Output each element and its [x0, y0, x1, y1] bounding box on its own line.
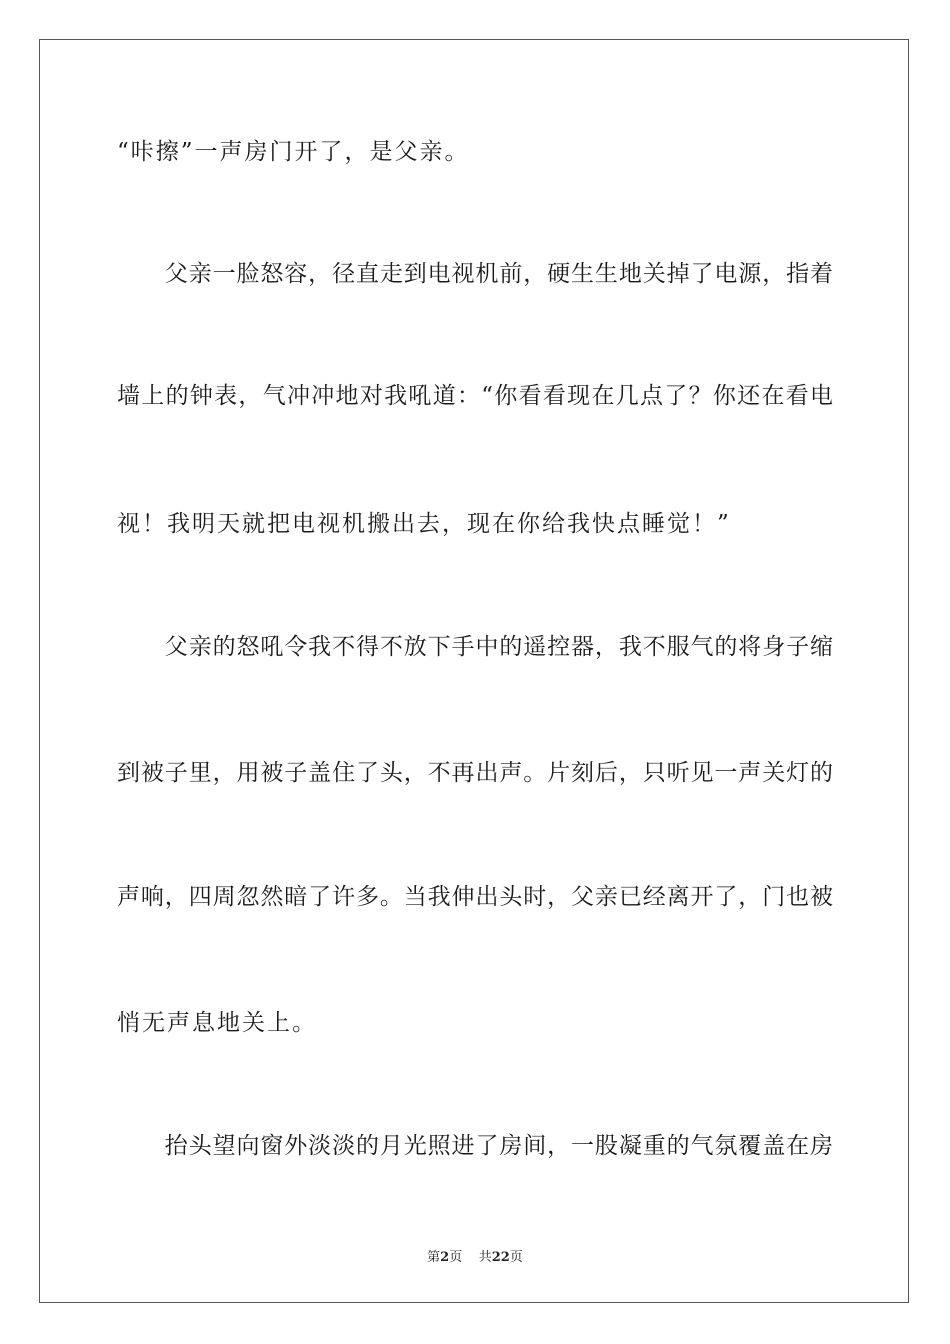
text-line-3: 墙上的钟表，气冲冲地对我吼道：“你看看现在几点了？你还在看电: [117, 383, 833, 409]
text-line-4: 视！我明天就把电视机搬出去，现在你给我快点睡觉！”: [117, 511, 731, 537]
text-line-2: 父亲一脸怒容，径直走到电视机前，硬生生地关掉了电源，指着: [117, 261, 833, 287]
footer-total-suffix: 页: [509, 1250, 523, 1265]
footer-total-pages: 22: [491, 1250, 510, 1265]
text-line-6: 到被子里，用被子盖住了头，不再出声。片刻后，只听见一声关灯的: [117, 760, 833, 786]
footer-prefix: 第: [427, 1250, 441, 1265]
text-line-9: 抬头望向窗外淡淡的月光照进了房间，一股凝重的气氛覆盖在房: [117, 1133, 833, 1159]
page-border: [39, 39, 909, 1303]
footer-page-number: 2: [440, 1250, 450, 1265]
text-line-5: 父亲的怒吼令我不得不放下手中的遥控器，我不服气的将身子缩: [117, 634, 833, 660]
text-line-7: 声响，四周忽然暗了许多。当我伸出头时，父亲已经离开了，门也被: [117, 884, 833, 910]
page-footer: [0, 1246, 950, 1265]
text-line-8: 悄无声息地关上。: [117, 1010, 317, 1036]
footer-page-suffix: 页: [449, 1250, 463, 1265]
footer-total-prefix: 共: [478, 1250, 492, 1265]
text-line-1: “咔擦”一声房门开了，是父亲。: [117, 139, 470, 165]
